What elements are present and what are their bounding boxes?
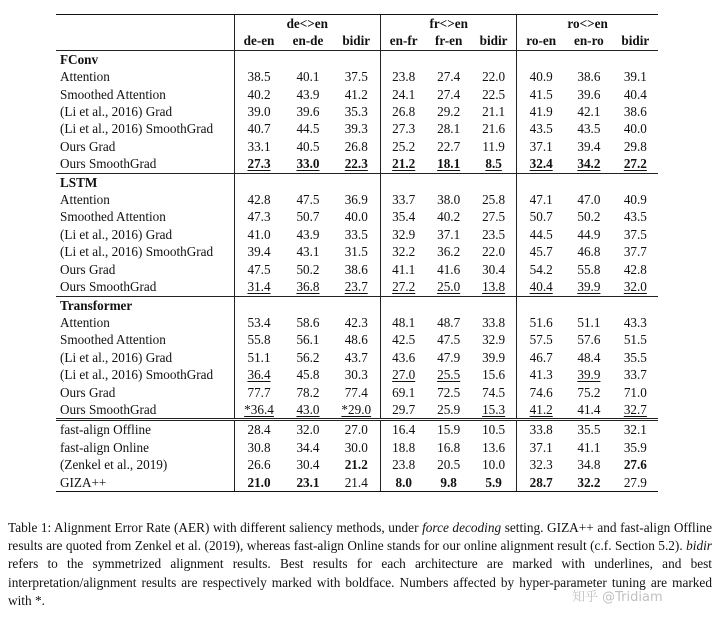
- aer-value: 21.6: [482, 121, 506, 137]
- method-name: Ours Grad: [60, 384, 116, 400]
- aer-value: 27.4: [437, 69, 461, 85]
- aer-value: 22.5: [482, 86, 506, 102]
- aer-value: 51.1: [577, 314, 601, 330]
- aer-value: 58.6: [296, 314, 320, 330]
- aer-value: 42.3: [344, 314, 368, 330]
- table-row: [56, 349, 658, 366]
- aer-value: 32.0: [623, 279, 647, 295]
- aer-value: 43.3: [623, 314, 647, 330]
- aer-value: 40.1: [296, 69, 320, 85]
- aer-value: 39.6: [296, 104, 320, 120]
- column-header: ro-en: [517, 32, 565, 50]
- aer-value: 30.3: [344, 367, 368, 383]
- aer-value: 33.7: [623, 367, 647, 383]
- aer-value: 39.0: [247, 104, 271, 120]
- aer-value: 40.7: [247, 121, 271, 137]
- aer-value: 38.6: [344, 261, 368, 277]
- aer-value: 57.6: [577, 332, 601, 348]
- aer-value: 32.9: [482, 332, 506, 348]
- aer-value: 26.6: [247, 457, 271, 473]
- aer-value: 43.1: [296, 244, 320, 260]
- aer-value: 27.6: [623, 457, 647, 473]
- aer-value: 39.6: [577, 86, 601, 102]
- aer-value: 74.6: [529, 384, 553, 400]
- aer-value: 43.5: [577, 121, 601, 137]
- aer-value: 56.1: [296, 332, 320, 348]
- aer-value: 47.9: [437, 349, 461, 365]
- aer-value: 41.1: [577, 439, 601, 455]
- method-name: Attention: [60, 69, 110, 85]
- aer-value: 35.5: [577, 422, 601, 438]
- aer-value: 47.1: [529, 192, 553, 208]
- aer-value: 74.5: [482, 384, 506, 400]
- aer-value: 38.5: [247, 69, 271, 85]
- aer-value: 47.5: [296, 192, 320, 208]
- aer-value: 24.1: [392, 86, 416, 102]
- aer-value: 36.8: [296, 279, 320, 295]
- aer-value: 32.3: [529, 457, 553, 473]
- aer-value: 37.7: [623, 244, 647, 260]
- aer-value: 39.3: [344, 121, 368, 137]
- caption-text-1: Alignment Error Rate (AER) with different saliency methods, under: [51, 520, 423, 535]
- method-name: GIZA++: [56, 474, 234, 492]
- aer-value: 37.1: [529, 439, 553, 455]
- aer-value: 41.3: [529, 367, 553, 383]
- aer-value: 30.8: [247, 439, 271, 455]
- aer-value: 40.9: [529, 69, 553, 85]
- aer-value: 53.4: [247, 314, 271, 330]
- aer-value: 50.7: [296, 209, 320, 225]
- table-row: [56, 331, 658, 348]
- aer-value: 71.0: [623, 384, 647, 400]
- column-header: bidir: [613, 32, 658, 50]
- aer-value: 43.6: [392, 349, 416, 365]
- column-header: en-de: [284, 32, 333, 50]
- aer-value: 22.0: [482, 244, 506, 260]
- aer-value: 32.1: [623, 422, 647, 438]
- aer-value: 48.1: [392, 314, 416, 330]
- aer-value: 25.8: [482, 192, 506, 208]
- table-row: [56, 261, 658, 278]
- table-row: [56, 208, 658, 225]
- method-name: (Li et al., 2016) Grad: [60, 104, 173, 120]
- table-row: [56, 226, 658, 243]
- table-row: [56, 474, 658, 492]
- aer-value: 40.0: [344, 209, 368, 225]
- aer-value: 33.5: [344, 226, 368, 242]
- method-name: Attention: [60, 314, 110, 330]
- method-name: Ours SmoothGrad: [60, 279, 157, 295]
- method-name: fast-align Offline: [56, 420, 234, 439]
- table-row: [56, 155, 658, 173]
- aer-value: 41.2: [529, 401, 553, 417]
- section-header-row: [56, 173, 658, 191]
- column-header: en-fr: [381, 32, 427, 50]
- table-row: [56, 120, 658, 137]
- aer-value: 41.9: [529, 104, 553, 120]
- table-row: [56, 243, 658, 260]
- aer-value: 33.7: [392, 192, 416, 208]
- aer-value: 42.8: [247, 192, 271, 208]
- aer-value: 25.2: [392, 138, 416, 154]
- method-name: Smoothed Attention: [60, 332, 166, 348]
- aer-value: 43.5: [529, 121, 553, 137]
- group-header-fr-en: fr<>en: [381, 15, 517, 33]
- column-header: en-ro: [565, 32, 613, 50]
- method-name: fast-align Online: [60, 439, 149, 455]
- aer-value: 37.5: [623, 226, 647, 242]
- aer-value: 31.4: [247, 279, 271, 295]
- aer-value: 50.7: [529, 209, 553, 225]
- aer-value: 51.5: [623, 332, 647, 348]
- aer-value: 28.4: [247, 422, 271, 438]
- aer-value: 34.2: [577, 156, 601, 172]
- table-row: [56, 439, 658, 456]
- aer-value: 10.5: [482, 422, 506, 438]
- table-row: [56, 138, 658, 155]
- aer-value: 39.9: [577, 367, 601, 383]
- aer-value: 34.8: [577, 457, 601, 473]
- aer-value: 23.7: [344, 279, 368, 295]
- aer-value: 54.2: [529, 261, 553, 277]
- aer-value: 8.5: [485, 156, 502, 172]
- aer-value: 50.2: [577, 209, 601, 225]
- table-row: [56, 420, 658, 439]
- aer-value: 41.4: [577, 401, 601, 417]
- aer-value: 27.2: [392, 279, 416, 295]
- aer-value: 36.4: [247, 367, 271, 383]
- aer-value: 32.7: [623, 401, 647, 417]
- aer-value: *36.4: [244, 401, 274, 417]
- method-name: (Li et al., 2016) SmoothGrad: [60, 121, 214, 137]
- table-row: [56, 456, 658, 473]
- section-header-row: [56, 50, 658, 68]
- aer-value: 45.7: [529, 244, 553, 260]
- aer-value: 9.8: [440, 474, 457, 490]
- aer-value: 11.9: [482, 138, 505, 154]
- aer-value: 47.0: [577, 192, 601, 208]
- aer-value: 16.8: [437, 439, 461, 455]
- method-name: (Li et al., 2016) SmoothGrad: [60, 244, 214, 260]
- aer-value: 41.0: [247, 226, 271, 242]
- caption-label: Table 1:: [8, 520, 52, 535]
- aer-value: 40.4: [623, 86, 647, 102]
- aer-value: 35.4: [392, 209, 416, 225]
- section-header-row: [56, 296, 658, 314]
- aer-value: 21.4: [344, 474, 368, 490]
- method-name: (Li et al., 2016) Grad: [60, 226, 173, 242]
- aer-value: 40.0: [623, 121, 647, 137]
- aer-value: 28.1: [437, 121, 461, 137]
- aer-value: 42.8: [623, 261, 647, 277]
- aer-value: 41.2: [344, 86, 368, 102]
- aer-value: 30.4: [482, 261, 506, 277]
- method-name: Ours Grad: [60, 261, 116, 277]
- aer-value: 40.9: [623, 192, 647, 208]
- aer-value: 47.5: [437, 332, 461, 348]
- aer-value: 50.2: [296, 261, 320, 277]
- column-header: de-en: [234, 32, 284, 50]
- aer-value: 27.2: [623, 156, 647, 172]
- aer-value: 55.8: [577, 261, 601, 277]
- aer-value: 13.6: [482, 439, 506, 455]
- aer-value: 32.2: [577, 474, 601, 490]
- aer-value: 31.5: [344, 244, 368, 260]
- aer-value: 39.9: [577, 279, 601, 295]
- aer-value: 10.0: [482, 457, 506, 473]
- method-name: (Li et al., 2016) SmoothGrad: [60, 367, 214, 383]
- aer-value: 37.5: [344, 69, 368, 85]
- section-title: Transformer: [56, 296, 234, 314]
- aer-value: *29.0: [341, 401, 372, 417]
- aer-value: 35.5: [623, 349, 647, 365]
- aer-value: 43.5: [623, 209, 647, 225]
- table-row: [56, 366, 658, 383]
- aer-value: 43.0: [296, 401, 320, 417]
- aer-value: 33.8: [529, 422, 553, 438]
- aer-value: 57.5: [529, 332, 553, 348]
- aer-value: 32.4: [529, 156, 553, 172]
- aer-value: 41.1: [392, 261, 416, 277]
- aer-value: 22.7: [437, 138, 461, 154]
- aer-value: 43.7: [344, 349, 368, 365]
- method-name: Smoothed Attention: [60, 86, 166, 102]
- aer-value: 25.5: [437, 367, 461, 383]
- aer-value: 56.2: [296, 349, 320, 365]
- table-row: [56, 314, 658, 331]
- aer-value: 44.9: [577, 226, 601, 242]
- aer-value: 36.9: [344, 192, 368, 208]
- method-name: Attention: [60, 192, 110, 208]
- aer-value: 21.1: [482, 104, 506, 120]
- aer-value: 40.5: [296, 138, 320, 154]
- aer-value: 39.4: [577, 138, 601, 154]
- table-row: [56, 191, 658, 208]
- aer-value: 78.2: [296, 384, 320, 400]
- aer-value: 72.5: [437, 384, 461, 400]
- aer-value: 32.9: [392, 226, 416, 242]
- table-body: [56, 50, 658, 491]
- aer-value: 33.0: [296, 156, 320, 172]
- aer-value: 55.8: [247, 332, 271, 348]
- aer-value: 21.0: [247, 474, 271, 490]
- aer-value: 38.0: [437, 192, 461, 208]
- aer-results-table: [56, 14, 658, 492]
- aer-value: 23.5: [482, 226, 506, 242]
- aer-value: 34.4: [296, 439, 320, 455]
- column-header: bidir: [332, 32, 380, 50]
- aer-value: 13.8: [482, 279, 506, 295]
- aer-value: 15.9: [437, 422, 461, 438]
- aer-value: 43.9: [296, 226, 320, 242]
- section-title: FConv: [60, 51, 99, 67]
- table-row: [56, 103, 658, 120]
- aer-value: 40.2: [247, 86, 271, 102]
- column-header-row: [56, 32, 658, 50]
- caption-force-decoding: force decoding: [422, 520, 502, 535]
- table-row: [56, 86, 658, 103]
- aer-value: 23.8: [392, 69, 416, 85]
- aer-value: 35.3: [344, 104, 368, 120]
- aer-value: 77.7: [247, 384, 271, 400]
- column-header: fr-en: [426, 32, 471, 50]
- aer-value: 27.0: [392, 367, 416, 383]
- aer-value: 25.9: [437, 401, 461, 417]
- aer-value: 27.0: [344, 422, 368, 438]
- aer-value: 46.8: [577, 244, 601, 260]
- aer-value: 25.0: [437, 279, 461, 295]
- aer-value: 47.5: [247, 261, 271, 277]
- method-name: (Li et al., 2016) Grad: [60, 349, 173, 365]
- aer-value: 40.2: [437, 209, 461, 225]
- aer-value: 42.1: [577, 104, 601, 120]
- aer-value: 21.2: [344, 457, 368, 473]
- aer-value: 45.8: [296, 367, 320, 383]
- aer-value: 18.1: [437, 156, 461, 172]
- aer-value: 18.8: [392, 439, 416, 455]
- aer-value: 27.5: [482, 209, 506, 225]
- method-name: Ours SmoothGrad: [60, 401, 157, 417]
- aer-value: 36.2: [437, 244, 461, 260]
- aer-value: 32.0: [296, 422, 320, 438]
- aer-value: 23.8: [392, 457, 416, 473]
- aer-value: 29.7: [392, 401, 416, 417]
- aer-value: 20.5: [437, 457, 461, 473]
- aer-value: 29.2: [437, 104, 461, 120]
- aer-value: 41.5: [529, 86, 553, 102]
- aer-value: 32.2: [392, 244, 416, 260]
- aer-value: 22.0: [482, 69, 506, 85]
- aer-value: 37.1: [529, 138, 553, 154]
- method-name: (Zenkel et al., 2019): [60, 457, 168, 473]
- aer-value: 5.9: [485, 474, 502, 490]
- caption-text-3: refers to the symmetrized alignment results. Best results for each architecture are marked with underlines, and best interpretation/alignment results are respectively marked with boldface. Numbers affected by hyper-parameter tuning are marked with *.: [8, 556, 712, 608]
- aer-value: 22.3: [344, 156, 368, 172]
- aer-value: 48.6: [344, 332, 368, 348]
- table-row: [56, 68, 658, 85]
- watermark: 知乎 @Tridiam: [572, 590, 663, 605]
- aer-value: 30.0: [344, 439, 368, 455]
- aer-value: 37.1: [437, 226, 461, 242]
- caption-text-2: setting. GIZA++ and fast-align Offline results are quoted from Zenkel et al. (2019), whereas fast-align Online stands for our online alignment result (c.f. Section 5.2).: [8, 520, 712, 554]
- section-title: LSTM: [56, 173, 234, 191]
- aer-value: 42.5: [392, 332, 416, 348]
- aer-value: 30.4: [296, 457, 320, 473]
- aer-value: 27.3: [247, 156, 271, 172]
- aer-value: 77.4: [344, 384, 368, 400]
- aer-value: 15.6: [482, 367, 506, 383]
- group-header-de-en: de<>en: [234, 15, 381, 33]
- aer-value: 26.8: [344, 138, 368, 154]
- group-header-row: [56, 15, 658, 33]
- aer-value: 44.5: [296, 121, 320, 137]
- method-name: Ours SmoothGrad: [60, 156, 157, 172]
- aer-value: 47.3: [247, 209, 271, 225]
- aer-value: 27.9: [623, 474, 647, 490]
- aer-value: 44.5: [529, 226, 553, 242]
- aer-value: 26.8: [392, 104, 416, 120]
- aer-value: 27.3: [392, 121, 416, 137]
- aer-value: 51.1: [247, 349, 271, 365]
- method-name: Smoothed Attention: [60, 209, 166, 225]
- aer-value: 16.4: [392, 422, 416, 438]
- aer-value: 48.4: [577, 349, 601, 365]
- aer-value: 41.6: [437, 261, 461, 277]
- aer-value: 39.1: [623, 69, 647, 85]
- aer-value: 15.3: [482, 401, 506, 417]
- aer-value: 39.4: [247, 244, 271, 260]
- column-header: bidir: [471, 32, 517, 50]
- aer-value: 35.9: [623, 439, 647, 455]
- aer-value: 38.6: [623, 104, 647, 120]
- method-name: Ours Grad: [60, 138, 116, 154]
- table-row: [56, 278, 658, 296]
- aer-value: 33.8: [482, 314, 506, 330]
- group-header-ro-en: ro<>en: [517, 15, 658, 33]
- aer-value: 33.1: [247, 138, 271, 154]
- aer-value: 23.1: [296, 474, 320, 490]
- aer-value: 51.6: [529, 314, 553, 330]
- table-row: [56, 384, 658, 401]
- aer-value: 21.2: [392, 156, 416, 172]
- aer-value: 40.4: [529, 279, 553, 295]
- aer-value: 28.7: [529, 474, 553, 490]
- aer-value: 39.9: [482, 349, 506, 365]
- aer-value: 29.8: [623, 138, 647, 154]
- aer-value: 46.7: [529, 349, 553, 365]
- table-row: [56, 401, 658, 420]
- aer-value: 75.2: [577, 384, 601, 400]
- aer-value: 27.4: [437, 86, 461, 102]
- aer-value: 8.0: [395, 474, 412, 490]
- aer-value: 69.1: [392, 384, 416, 400]
- aer-value: 38.6: [577, 69, 601, 85]
- aer-value: 48.7: [437, 314, 461, 330]
- aer-value: 43.9: [296, 86, 320, 102]
- caption-bidir: bidir: [686, 538, 712, 554]
